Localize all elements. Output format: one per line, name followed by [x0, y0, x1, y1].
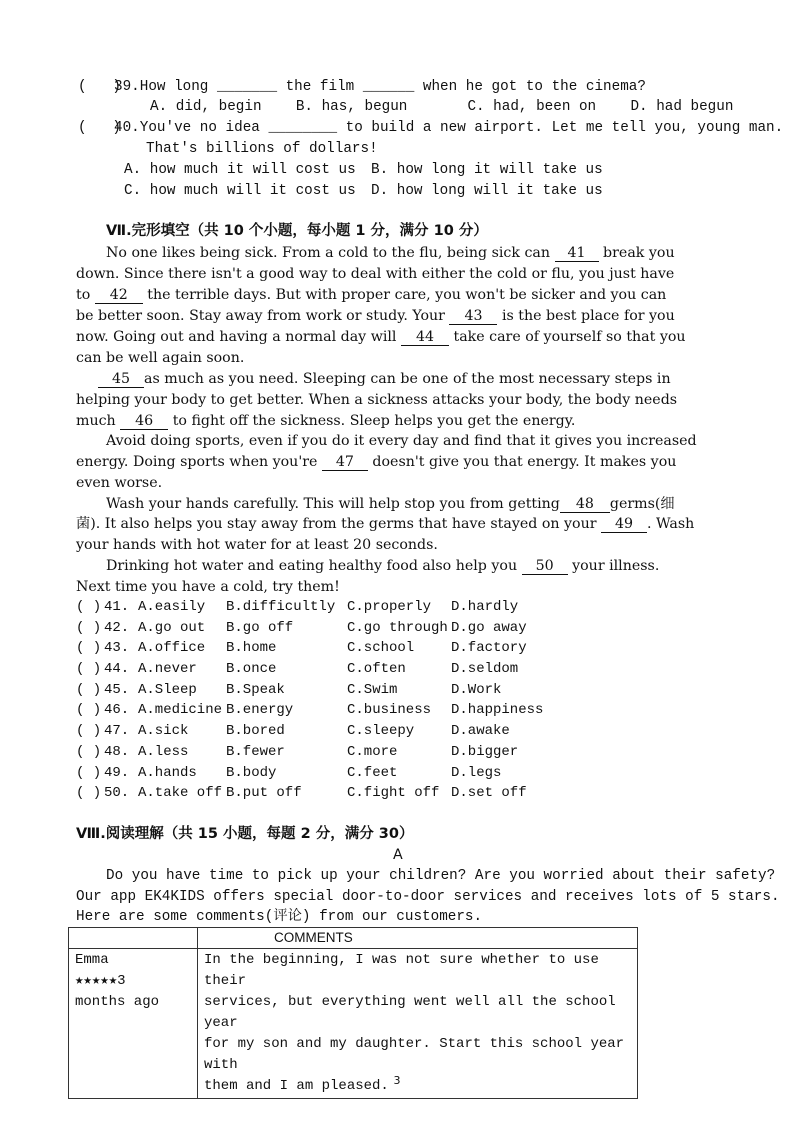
option-b: B.energy: [226, 702, 294, 718]
option-a: A.office: [138, 640, 206, 656]
passage-line: helping your body to get better. When a sickness attacks your body, the body needs: [76, 392, 678, 408]
option-a: A.Sleep: [138, 682, 197, 698]
question-40: [78, 118, 783, 138]
passage-text: much: [76, 413, 121, 429]
option-d: D.factory: [451, 640, 527, 656]
option-d: D.happiness: [451, 702, 544, 718]
passage-line: [76, 306, 675, 326]
answer-paren[interactable]: ( ): [78, 79, 121, 95]
option-c: C.more: [347, 744, 398, 760]
question-number: 50.: [104, 785, 130, 801]
passage-text: Drinking hot water and eating healthy food also help you: [106, 558, 522, 574]
time-ago: months ago: [75, 994, 160, 1010]
option-b: B.body: [226, 765, 277, 781]
option-c: C.business: [347, 702, 432, 718]
passage-line: your hands with hot water for at least 20 seconds.: [76, 537, 438, 553]
comment-line: for my son and my daughter. Start this school year with: [204, 1036, 625, 1073]
option-a: A. how much it will cost us: [124, 162, 356, 178]
option-d: D.legs: [451, 765, 502, 781]
option-a: A.take off: [138, 785, 223, 801]
intro-line: Do you have time to pick up your children? Are you worried about their safety?: [106, 868, 776, 884]
option-d: D.seldom: [451, 661, 519, 677]
passage-text: break you: [598, 245, 675, 261]
option-b: B.difficultly: [226, 599, 336, 615]
option-d: D.bigger: [451, 744, 519, 760]
blank-46[interactable]: 46: [120, 413, 168, 430]
question-39-options: A. did, begin B. has, begun C. had, been on D. had begun: [150, 99, 734, 115]
option-a: A.hands: [138, 765, 197, 781]
passage-text: to: [76, 287, 95, 303]
option-c: C.Swim: [347, 682, 398, 698]
question-number: 41.: [104, 599, 130, 615]
option-a: A.sick: [138, 723, 189, 739]
star-rating: ★★★★★3: [75, 973, 126, 989]
passage-text: Wash your hands carefully. This will help stop you from getting: [106, 496, 560, 512]
answer-paren[interactable]: ( ): [76, 640, 102, 656]
passage-line: [76, 514, 694, 534]
option-b: B.fewer: [226, 744, 285, 760]
option-d: D.hardly: [451, 599, 519, 615]
blank-50[interactable]: 50: [522, 558, 568, 575]
passage-text: is the best place for you: [497, 308, 675, 324]
blank-41[interactable]: 41: [555, 245, 599, 262]
answer-paren[interactable]: ( ): [76, 744, 102, 760]
page-number: 3: [393, 1074, 401, 1087]
passage-text: take care of yourself so that you: [448, 329, 686, 345]
answer-paren[interactable]: ( ): [76, 723, 102, 739]
option-d: D.Work: [451, 682, 502, 698]
question-number: 46.: [104, 702, 130, 718]
passage-text: . Wash: [647, 516, 695, 532]
intro-line: Our app EK4KIDS offers special door-to-door services and receives lots of 5 stars.: [76, 889, 780, 905]
table-header-cell: [69, 928, 198, 949]
passage-line: [76, 452, 676, 472]
passage-line: [106, 494, 675, 514]
comments-header: COMMENTS: [198, 928, 638, 949]
question-40-text-cont: That's billions of dollars!: [146, 141, 378, 157]
passage-text: now. Going out and having a normal day will: [76, 329, 401, 345]
question-number: 42.: [104, 620, 130, 636]
question-39: [78, 77, 646, 97]
comment-line: services, but everything went well all the school year: [204, 994, 616, 1031]
blank-42[interactable]: 42: [95, 287, 143, 304]
option-d: D. how long will it take us: [371, 183, 603, 199]
answer-paren[interactable]: ( ): [76, 765, 102, 781]
answer-paren[interactable]: ( ): [76, 702, 102, 718]
passage-line: [98, 369, 671, 389]
blank-44[interactable]: 44: [401, 329, 449, 346]
blank-43[interactable]: 43: [449, 308, 497, 325]
passage-text: energy. Doing sports when you're: [76, 454, 322, 470]
blank-48[interactable]: 48: [560, 496, 610, 513]
question-number: 47.: [104, 723, 130, 739]
passage-line: [76, 285, 666, 305]
option-a: A.never: [138, 661, 197, 677]
question-text: You've no idea ________ to build a new airport. Let me tell you, young man.: [139, 120, 784, 136]
passage-text: as much as you need. Sleeping can be one of the most necessary steps in: [144, 371, 671, 387]
question-number: 40.: [114, 120, 140, 136]
passage-text: your illness.: [567, 558, 660, 574]
passage-line: even worse.: [76, 475, 163, 491]
section-7-heading: Ⅶ.完形填空（共 10 个小题，每小题 1 分，满分 10 分）: [106, 223, 488, 239]
answer-paren[interactable]: ( ): [76, 599, 102, 615]
answer-paren[interactable]: ( ): [76, 682, 102, 698]
passage-line: down. Since there isn't a good way to deal with either the cold or flu, you just have: [76, 266, 675, 282]
part-label: A: [393, 847, 403, 863]
option-d: D.awake: [451, 723, 510, 739]
passage-line: can be well again soon.: [76, 350, 245, 366]
question-text: How long _______ the film ______ when he got to the cinema?: [139, 79, 646, 95]
option-a: A.go out: [138, 620, 206, 636]
option-b: B.home: [226, 640, 277, 656]
option-d: D.go away: [451, 620, 527, 636]
passage-text: to fight off the sickness. Sleep helps you get the energy.: [168, 413, 576, 429]
question-number: 43.: [104, 640, 130, 656]
passage-text: doesn't give you that energy. It makes you: [367, 454, 677, 470]
passage-line: [76, 411, 575, 431]
option-b: B.Speak: [226, 682, 285, 698]
option-b: B.bored: [226, 723, 285, 739]
question-number: 48.: [104, 744, 130, 760]
option-b: B.go off: [226, 620, 294, 636]
comment-line: In the beginning, I was not sure whether to use their: [204, 952, 599, 989]
answer-paren[interactable]: ( ): [78, 120, 121, 136]
question-number: 49.: [104, 765, 130, 781]
option-c: C.sleepy: [347, 723, 415, 739]
option-b: B. how long it will take us: [371, 162, 603, 178]
answer-paren[interactable]: ( ): [76, 785, 102, 801]
blank-49[interactable]: 49: [601, 516, 647, 533]
comment-line: them and I am pleased.: [204, 1078, 389, 1094]
passage-text: 菌). It also helps you stay away from the germs that have stayed on your: [76, 516, 602, 532]
passage-line: [106, 243, 675, 263]
question-number: 44.: [104, 661, 130, 677]
passage-line: [106, 556, 659, 576]
question-number: 39.: [114, 79, 140, 95]
option-c: C.feet: [347, 765, 398, 781]
passage-line: Avoid doing sports, even if you do it every day and find that it gives you increased: [106, 433, 697, 449]
customer-name: Emma: [75, 952, 109, 968]
option-a: A.easily: [138, 599, 206, 615]
answer-paren[interactable]: ( ): [76, 620, 102, 636]
table-header-row: [69, 928, 638, 949]
blank-45[interactable]: 45: [98, 371, 144, 388]
option-c: C.fight off: [347, 785, 440, 801]
option-c: C. how much will it cost us: [124, 183, 356, 199]
option-d: D.set off: [451, 785, 527, 801]
question-number: 45.: [104, 682, 130, 698]
passage-line: Next time you have a cold, try them!: [76, 579, 340, 595]
section-8-heading: Ⅷ.阅读理解（共 15 小题，每题 2 分，满分 30）: [76, 826, 414, 842]
passage-text: germs(细: [609, 496, 675, 512]
answer-paren[interactable]: ( ): [76, 661, 102, 677]
option-c: C.properly: [347, 599, 432, 615]
passage-text: No one likes being sick. From a cold to the flu, being sick can: [106, 245, 555, 261]
option-b: B.put off: [226, 785, 302, 801]
passage-text: the terrible days. But with proper care, you won't be sicker and you can: [142, 287, 667, 303]
intro-line: Here are some comments(评论) from our customers.: [76, 909, 483, 925]
option-b: B.once: [226, 661, 277, 677]
passage-text: be better soon. Stay away from work or study. Your: [76, 308, 450, 324]
option-c: C.school: [347, 640, 415, 656]
option-c: C.go through: [347, 620, 448, 636]
option-a: A.less: [138, 744, 189, 760]
option-a: A.medicine: [138, 702, 223, 718]
option-c: C.often: [347, 661, 406, 677]
blank-47[interactable]: 47: [322, 454, 368, 471]
passage-line: [76, 327, 686, 347]
